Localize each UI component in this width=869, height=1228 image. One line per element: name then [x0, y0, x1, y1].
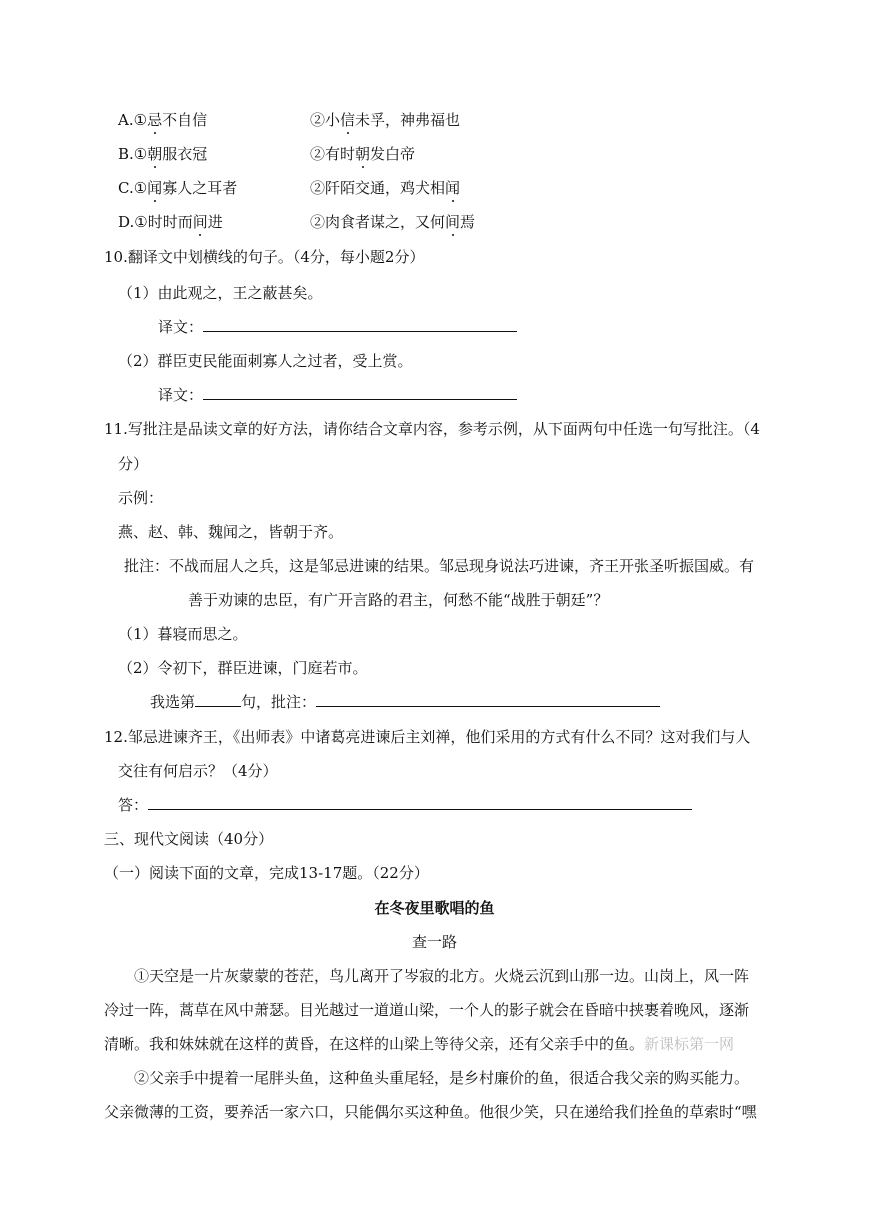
answer-line[interactable]: [203, 317, 517, 332]
q11-sentence-2: （2）令初下，群臣进谏，门庭若市。: [118, 659, 368, 677]
option-d-second: ②肉食者谋之，又何间焉: [310, 213, 476, 231]
sentence-choice-blank[interactable]: [195, 692, 241, 707]
q10-translation-2: [158, 385, 517, 405]
paragraph-1-line-1: ①天空是一片灰蒙蒙的苍茫，鸟儿离开了岑寂的北方。火烧云沉到山那一边。山岗上，风一阵: [134, 967, 750, 985]
q12-stem-cont: 交往有何启示？（4分）: [118, 762, 278, 780]
option-a: A.①忌不自信: [118, 111, 208, 129]
paragraph-1-line-2: 冷过一阵，蒿草在风中萧瑟。目光越过一道道山梁，一个人的影子就会在昏暗中挟裹着晚风，逐渐: [104, 1001, 750, 1019]
example-note: 批注：不战而屈人之兵，这是邹忌进谏的结果。邹忌现身说法巧进谏，齐王开张圣听振国威。有: [124, 557, 755, 575]
q11-sentence-1: （1）暮寝而思之。: [118, 625, 248, 643]
q10-stem: 10.翻译文中划横线的句子。（4分，每小题2分）: [104, 248, 425, 266]
watermark: 新课标第一网: [644, 1035, 735, 1053]
section-heading: 三、现代文阅读（40分）: [104, 830, 274, 848]
option-b-second: ②有时朝发白帝: [310, 145, 416, 163]
section-subheading: （一）阅读下面的文章，完成13-17题。（22分）: [104, 864, 429, 882]
paragraph-2-line-2: 父亲微薄的工资，要养活一家六口，只能偶尔买这种鱼。他很少笑，只在递给我们拴鱼的草索时“嘿: [104, 1103, 757, 1121]
option-a-second: ②小信未孚，神弗福也: [310, 111, 461, 129]
option-d: D.①时时而间进: [118, 213, 223, 231]
q11-stem-cont: 分）: [118, 455, 149, 473]
paragraph-1-line-3: 清晰。我和妹妹就在这样的黄昏，在这样的山梁上等待父亲，还有父亲手中的鱼。新课标第一网: [104, 1035, 735, 1053]
q12-answer: 答：: [118, 795, 692, 815]
example-sentence: 燕、赵、韩、魏闻之，皆朝于齐。: [118, 523, 344, 541]
q11-answer: 我选第 句，批注：: [150, 692, 660, 712]
option-c: C.①闻寡人之耳者: [118, 179, 238, 197]
q11-stem: 11.写批注是品读文章的好方法，请你结合文章内容，参考示例，从下面两句中任选一句写批注。（4: [104, 420, 760, 438]
q10-translation-1: [158, 317, 517, 337]
q12-stem: 12.邹忌进谏齐王，《出师表》中诸葛亮进谏后主刘禅，他们采用的方式有什么不同？这对我们与人: [104, 728, 751, 746]
example-note-cont: 善于劝谏的忠臣，有广开言路的君主，何愁不能“战胜于朝廷”？: [188, 591, 609, 609]
example-label: 示例：: [118, 489, 164, 507]
annotation-line[interactable]: [316, 692, 660, 707]
paragraph-2-line-1: ②父亲手中提着一尾胖头鱼，这种鱼头重尾轻，是乡村廉价的鱼，很适合我父亲的购买能力。: [134, 1069, 750, 1087]
translation-label: 译文：: [158, 318, 204, 336]
option-c-second: ②阡陌交通，鸡犬相闻: [310, 179, 461, 197]
translation-label: 译文：: [158, 386, 204, 404]
answer-line[interactable]: [203, 385, 517, 400]
answer-line[interactable]: [148, 795, 692, 810]
article-author: 查一路: [411, 933, 457, 951]
q10-sentence-2: （2）群臣吏民能面刺寡人之过者，受上赏。: [118, 352, 413, 370]
article-title: 在冬夜里歌唱的鱼: [374, 899, 495, 917]
option-b: B.①朝服衣冠: [118, 145, 208, 163]
q10-sentence-1: （1）由此观之，王之蔽甚矣。: [118, 284, 323, 302]
